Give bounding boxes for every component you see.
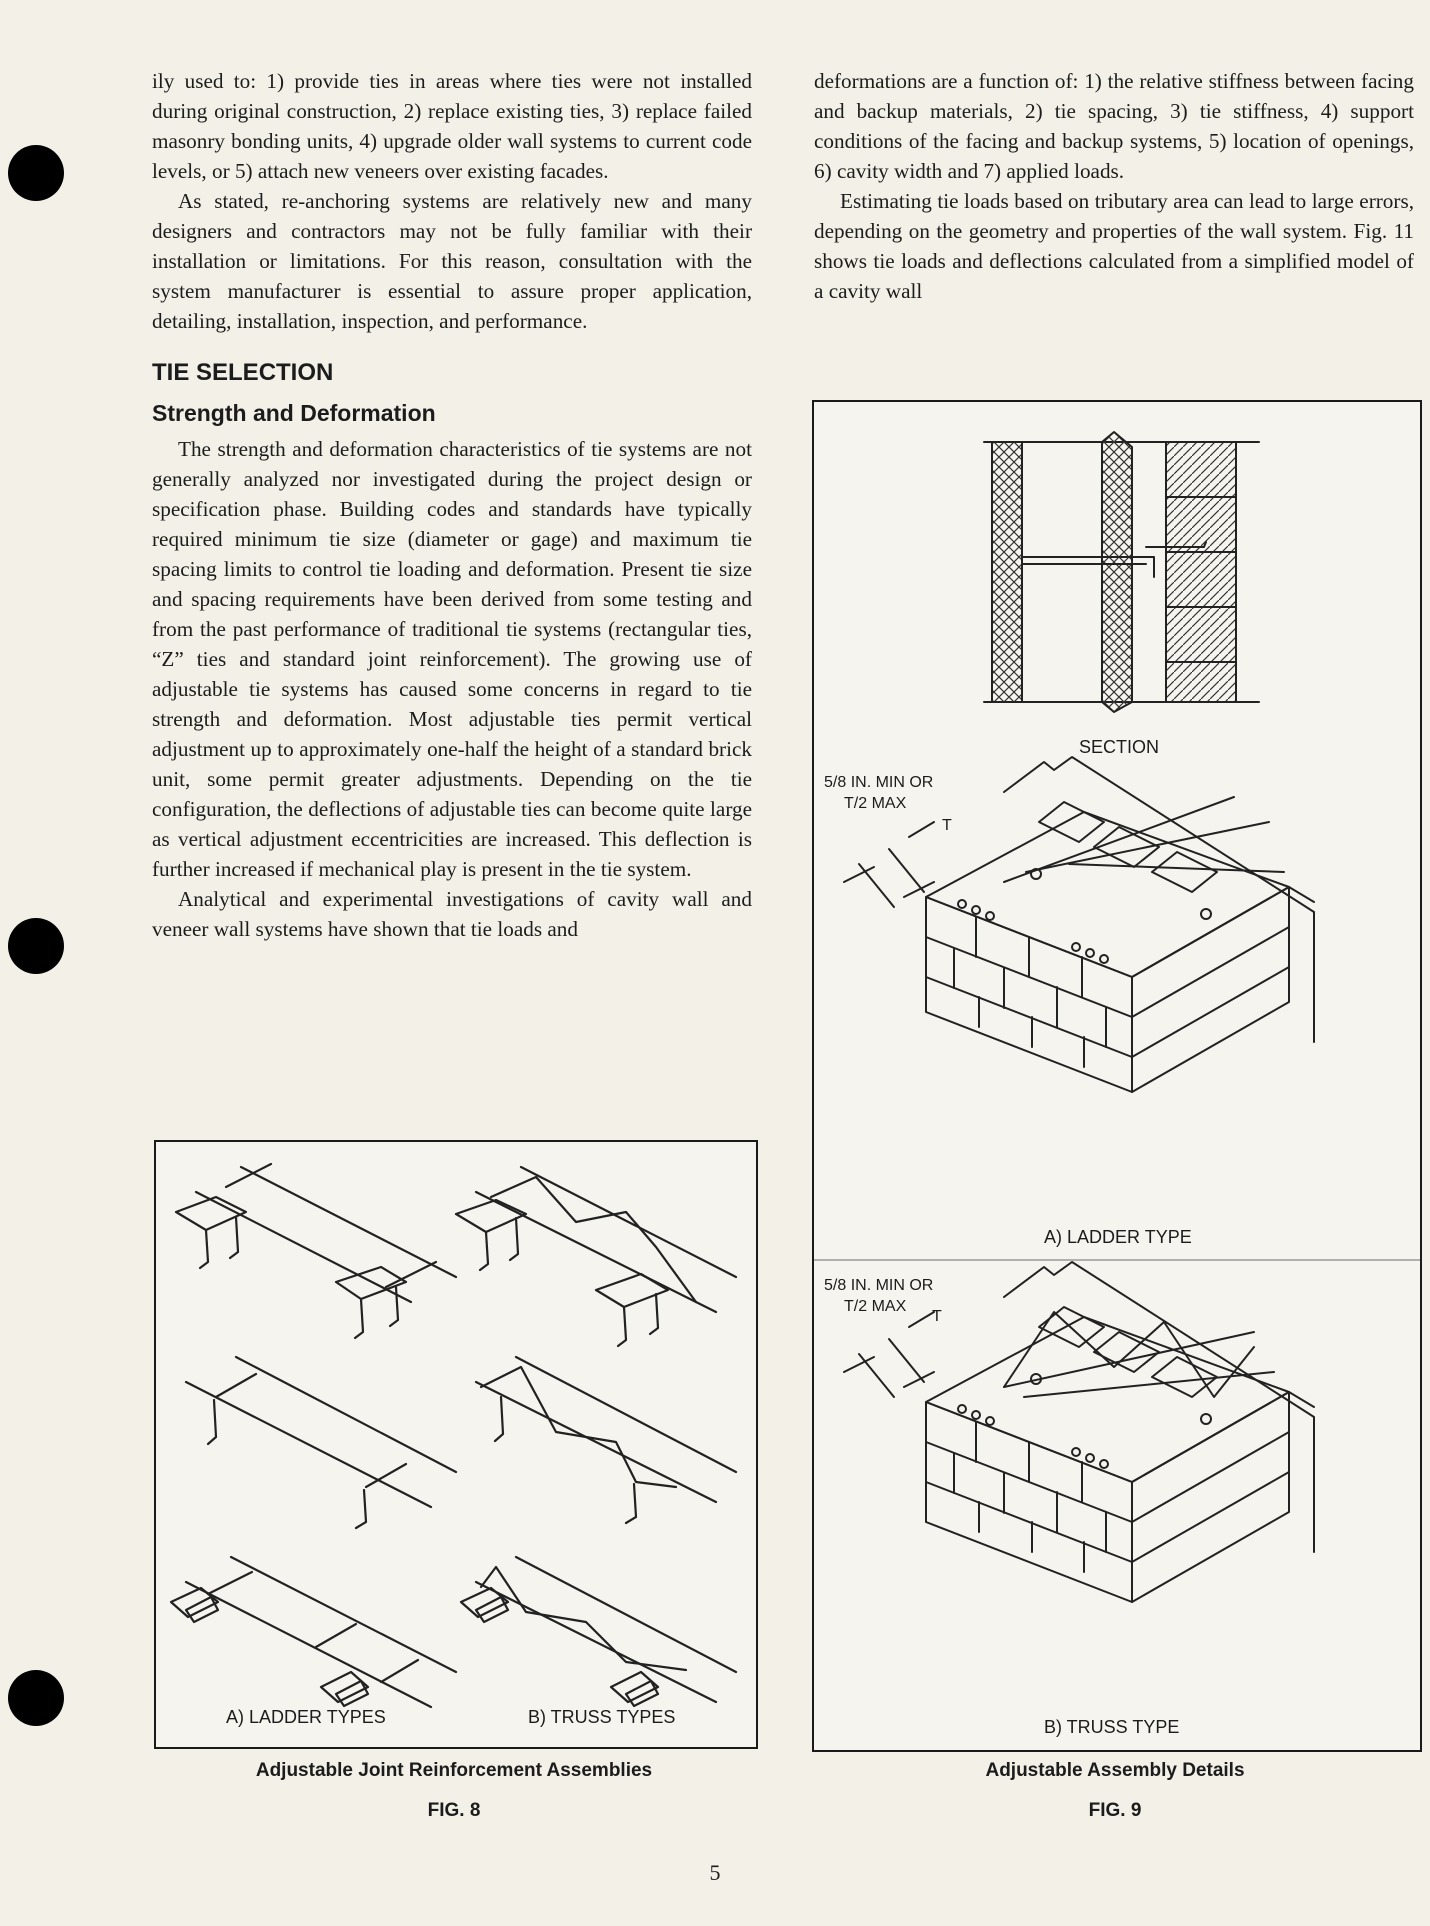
dimension-marks-ladder — [844, 822, 934, 907]
fig9-caption: Adjustable Assembly Details — [985, 1760, 1245, 1781]
fig9-number: FIG. 9 — [1088, 1800, 1142, 1821]
truss-reinforcement-1 — [456, 1167, 736, 1346]
left-column — [152, 66, 752, 944]
fig9-label-ladder: A) LADDER TYPE — [1044, 1227, 1192, 1247]
fig9-dim-label-a1: 5/8 IN. MIN OR — [824, 774, 934, 791]
fig8-illustration — [156, 1142, 756, 1747]
fig9-dim-label-a2: T/2 MAX — [844, 795, 907, 812]
ladder-type-assembly — [926, 757, 1314, 1092]
right-paragraph-2: Estimating tie loads based on tributary area can lead to large errors, depending on the geometry and properties of the wall system. Fig. 11 shows tie loads and deflections calculated from a simplified model of a cavity wall — [814, 189, 1414, 303]
fig9-t-label-a: T — [942, 817, 952, 834]
dimension-marks-truss — [844, 1312, 934, 1397]
binder-hole — [8, 145, 64, 201]
truss-reinforcement-3 — [461, 1557, 736, 1706]
fig8-label-ladder: A) LADDER TYPES — [226, 1707, 386, 1727]
left-paragraph-4: Analytical and experimental investigations of cavity wall and veneer wall systems have shown that tie loads and — [152, 887, 752, 941]
fig9-illustration — [814, 402, 1420, 1750]
fig9-label-truss: B) TRUSS TYPE — [1044, 1717, 1180, 1737]
left-paragraph-3: The strength and deformation characteristics of tie systems are not generally analyzed nor investigated during the project design or specification phase. Building codes and standards have typically required minimum tie size (diameter or gage) and maximum tie spacing limits to control tie loading and deformation. Present tie size and spacing requirements have been derived from some testing and from the past performance of traditional tie systems (rectangular ties, “Z” ties and standard joint reinforcement). The growing use of adjustable tie systems has caused some concerns in regard to tie strength and deformation. Most adjustable ties permit vertical adjustment up to approximately one-half the height of a standard brick unit, some permit greater adjustments. Depending on the tie configuration, the deflections of adjustable ties can become quite large as vertical adjustment eccentricities are increased. This deflection is further increased if mechanical play is present in the tie system. — [152, 437, 752, 881]
fig9-dim-label-b1: 5/8 IN. MIN OR — [824, 1277, 934, 1294]
page-number: 5 — [709, 1860, 721, 1885]
fig9-frame — [812, 400, 1422, 1752]
left-paragraph-1: ily used to: 1) provide ties in areas where ties were not installed during original construction, 2) replace existing ties, 3) replace failed masonry bonding units, 4) upgrade older wall systems to current code levels, or 5) attach new veneers over existing facades. — [152, 69, 752, 183]
left-paragraph-2: As stated, re-anchoring systems are relatively new and many designers and contractors may not be fully familiar with their installation or limitations. For this reason, consultation with the system manufacturer is essential to assure proper application, detailing, installation, inspection, and performance. — [152, 189, 752, 333]
section-heading: TIE SELECTION — [152, 359, 334, 386]
section-drawing — [984, 432, 1259, 712]
truss-type-assembly — [926, 1262, 1314, 1602]
binder-hole — [8, 918, 64, 974]
ladder-reinforcement-3 — [171, 1557, 456, 1707]
binder-hole — [8, 1670, 64, 1726]
right-paragraph-1: deformations are a function of: 1) the relative stiffness between facing and backup materials, 2) tie spacing, 3) tie stiffness, 4) support conditions of the facing and backup systems, 5) location of openings, 6) cavity width and 7) applied loads. — [814, 69, 1414, 183]
fig9-dim-label-b2: T/2 MAX — [844, 1298, 907, 1315]
ladder-reinforcement-2 — [186, 1357, 456, 1528]
ladder-reinforcement-1 — [176, 1164, 456, 1338]
fig8-number: FIG. 8 — [427, 1800, 481, 1821]
fig8-label-truss: B) TRUSS TYPES — [528, 1707, 676, 1727]
fig9-section-label: SECTION — [1079, 737, 1160, 757]
fig8-frame — [154, 1140, 758, 1749]
truss-reinforcement-2 — [476, 1357, 736, 1523]
right-column — [814, 66, 1414, 306]
section-subheading: Strength and Deformation — [152, 400, 436, 426]
fig8-caption: Adjustable Joint Reinforcement Assemblies — [255, 1760, 653, 1781]
fig9-t-label-b: T — [932, 1308, 942, 1325]
